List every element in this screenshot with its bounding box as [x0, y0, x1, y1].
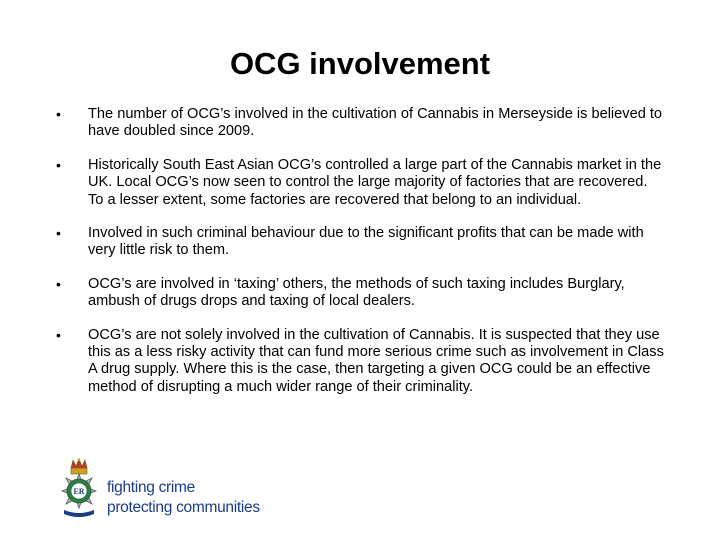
bullet-item [56, 327, 666, 397]
bullet-item [56, 157, 666, 209]
bullet-text: Involved in such criminal behaviour due to the significant profits that can be made with very little risk to them. [88, 225, 644, 259]
bullet-list [56, 106, 666, 412]
police-crest-icon [52, 458, 106, 522]
slogan-line-1: fighting crime [107, 479, 195, 496]
bullet-text: OCG’s are involved in ‘taxing’ others, the methods of such taxing includes Burglary, ambush of drugs drops and taxing of local dealers. [88, 275, 625, 310]
bullet-marker: • [56, 156, 61, 173]
bullet-marker: • [56, 225, 61, 242]
bullet-item [56, 106, 666, 141]
bullet-text: The number of OCG’s involved in the cultivation of Cannabis in Merseyside is believed to have doubled since 2009. [88, 106, 663, 140]
crown-icon [71, 458, 87, 474]
bullet-marker: • [56, 275, 61, 292]
bullet-item [56, 276, 666, 311]
bullet-text: Historically South East Asian OCG’s controlled a large part of the Cannabis market in the UK. Local OCG’s now seen to control the large majority of factories that are recovered. To a lesser extent, some factories are recovered that belong to an individual. [88, 156, 662, 208]
footer-slogan [107, 478, 260, 518]
bullet-marker: • [56, 326, 61, 343]
slide-title: OCG involvement [229, 46, 491, 81]
bullet-marker: • [56, 106, 61, 122]
slogan-line-2: protecting communities [107, 499, 260, 516]
bullet-text: OCG’s are not solely involved in the cultivation of Cannabis. It is suspected that they use this as a less risky activity that can fund more serious crime such as involvement in Class A drug supply. Where this is the case, then targeting a given OCG could be an effective method of disrupting a much wider range of their criminality. [88, 326, 664, 395]
crest-monogram: ER [73, 487, 85, 496]
bullet-item [56, 225, 666, 260]
